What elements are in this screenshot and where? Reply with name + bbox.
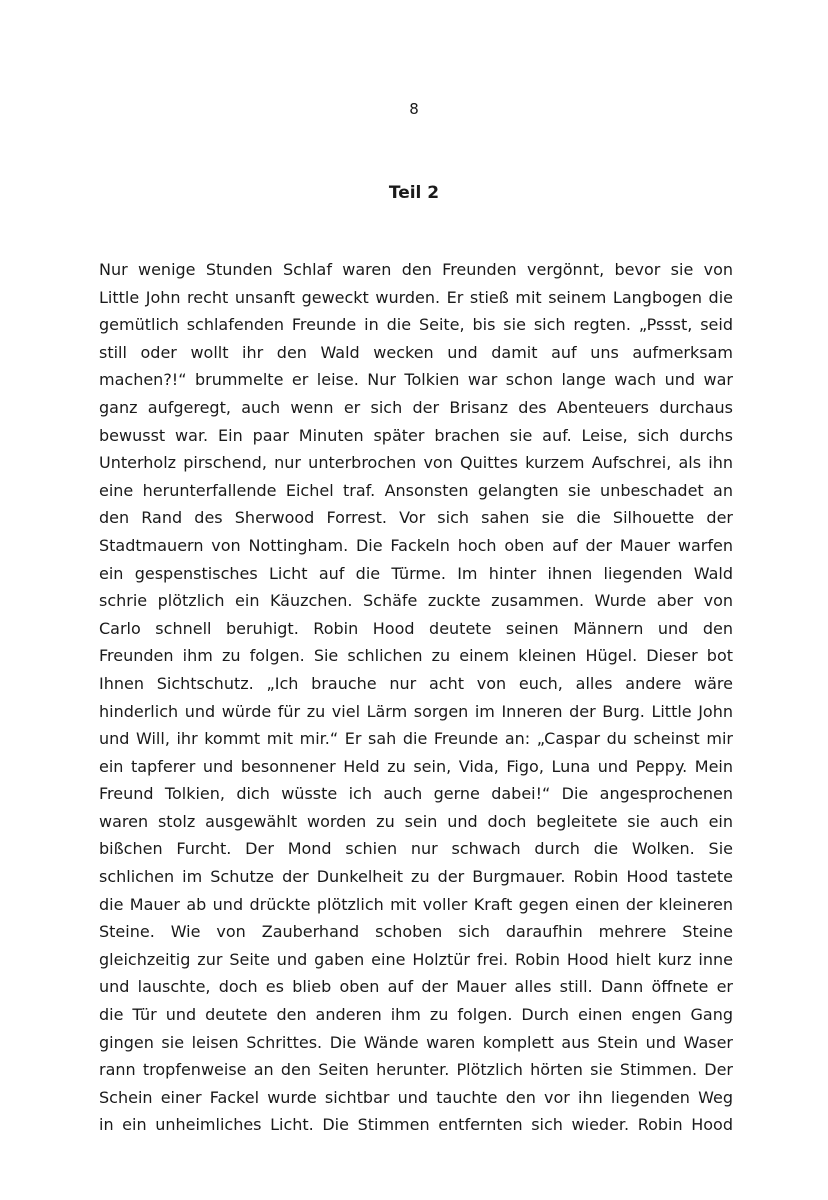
page-number: 8 <box>409 100 419 118</box>
body-paragraph <box>99 256 733 1139</box>
text-line: Unterholz pirschend, nur unterbrochen von Quittes kurzem Aufschrei, als ihn <box>99 453 733 473</box>
text-line: Schein einer Fackel wurde sichtbar und tauchte den vor ihn liegenden Weg <box>99 1087 733 1107</box>
text-line: Freunden ihm zu folgen. Sie schlichen zu einem kleinen Hügel. Dieser bot <box>99 646 733 666</box>
text-line: die Mauer ab und drückte plötzlich mit voller Kraft gegen einen der kleineren <box>99 894 733 914</box>
chapter-title: Teil 2 <box>388 183 440 203</box>
text-line: ein tapferer und besonnener Held zu sein, Vida, Figo, Luna und Peppy. Mein <box>99 756 733 776</box>
text-line: still oder wollt ihr den Wald wecken und damit auf uns aufmerksam <box>99 342 733 362</box>
text-line: gemütlich schlafenden Freunde in die Seite, bis sie sich regten. „Pssst, seid <box>99 315 733 335</box>
text-line: und lauschte, doch es blieb oben auf der Mauer alles still. Dann öffnete er <box>99 977 733 997</box>
text-line: Carlo schnell beruhigt. Robin Hood deutete seinen Männern und den <box>99 618 733 638</box>
text-line: ein gespenstisches Licht auf die Türme. Im hinter ihnen liegenden Wald <box>99 563 733 583</box>
text-line: Stadtmauern von Nottingham. Die Fackeln hoch oben auf der Mauer warfen <box>99 535 733 555</box>
text-line: Freund Tolkien, dich wüsste ich auch gerne dabei!“ Die angesprochenen <box>99 784 733 804</box>
text-line: schlichen im Schutze der Dunkelheit zu der Burgmauer. Robin Hood tastete <box>99 867 733 887</box>
text-line: in ein unheimliches Licht. Die Stimmen entfernten sich wieder. Robin Hood <box>99 1115 733 1135</box>
text-line: ganz aufgeregt, auch wenn er sich der Brisanz des Abenteuers durchaus <box>99 397 733 417</box>
text-line: bewusst war. Ein paar Minuten später brachen sie auf. Leise, sich durchs <box>99 425 733 445</box>
text-line: waren stolz ausgewählt worden zu sein und doch begleitete sie auch ein <box>99 811 733 831</box>
text-line: eine herunterfallende Eichel traf. Ansonsten gelangten sie unbeschadet an <box>99 480 733 500</box>
text-line: Ihnen Sichtschutz. „Ich brauche nur acht von euch, alles andere wäre <box>99 673 733 693</box>
text-line: und Will, ihr kommt mit mir.“ Er sah die Freunde an: „Caspar du scheinst mir <box>99 729 733 749</box>
text-line: schrie plötzlich ein Käuzchen. Schäfe zuckte zusammen. Wurde aber von <box>99 591 733 611</box>
text-line: gleichzeitig zur Seite und gaben eine Holztür frei. Robin Hood hielt kurz inne <box>99 949 733 969</box>
text-line: gingen sie leisen Schrittes. Die Wände waren komplett aus Stein und Waser <box>99 1032 733 1052</box>
text-line: hinderlich und würde für zu viel Lärm sorgen im Inneren der Burg. Little John <box>99 701 733 721</box>
text-line: Steine. Wie von Zauberhand schoben sich daraufhin mehrere Steine <box>99 922 733 942</box>
text-line: bißchen Furcht. Der Mond schien nur schwach durch die Wolken. Sie <box>99 839 733 859</box>
text-line: Little John recht unsanft geweckt wurden. Er stieß mit seinem Langbogen die <box>99 287 733 307</box>
text-line: die Tür und deutete den anderen ihm zu folgen. Durch einen engen Gang <box>99 1005 733 1025</box>
text-line: den Rand des Sherwood Forrest. Vor sich sahen sie die Silhouette der <box>99 508 733 528</box>
text-line: Nur wenige Stunden Schlaf waren den Freunden vergönnt, bevor sie von <box>99 260 733 279</box>
text-line: machen?!“ brummelte er leise. Nur Tolkien war schon lange wach und war <box>99 370 733 390</box>
text-line: rann tropfenweise an den Seiten herunter. Plötzlich hörten sie Stimmen. Der <box>99 1060 733 1080</box>
